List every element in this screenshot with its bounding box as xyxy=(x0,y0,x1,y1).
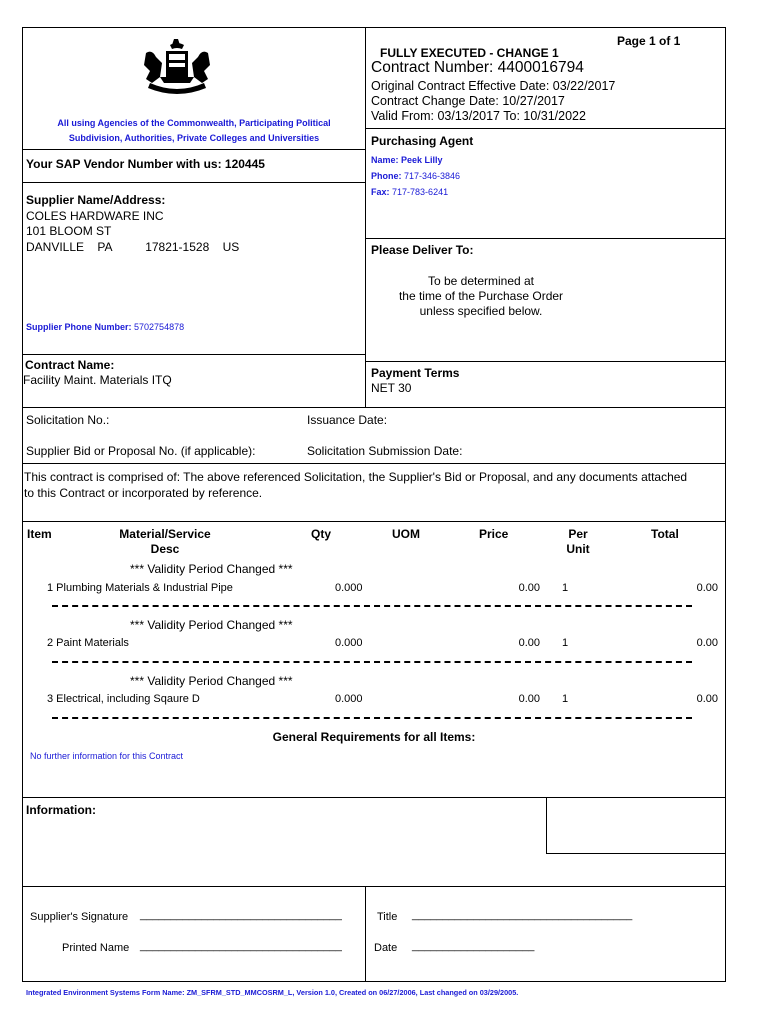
info-divider xyxy=(546,797,547,853)
date-label: Date xyxy=(374,942,398,954)
row-price: 0.00 xyxy=(518,637,540,649)
page-number: Page 1 of 1 xyxy=(617,34,681,48)
rule xyxy=(22,797,726,798)
supplier-name: COLES HARDWARE INC xyxy=(26,208,164,223)
rule xyxy=(365,361,726,362)
row-per: 1 xyxy=(562,693,569,705)
col-item: Item xyxy=(27,527,52,541)
row-total: 0.00 xyxy=(696,693,718,705)
row-desc: 2 Paint Materials xyxy=(47,637,129,649)
col-material-line-2: Desc xyxy=(150,542,180,556)
effective-date: Original Contract Effective Date: 03/22/2017 xyxy=(371,79,616,93)
contract-number: Contract Number: 4400016794 xyxy=(371,59,584,76)
box-top-border xyxy=(22,27,726,28)
supplier-phone-label: Supplier Phone Number: xyxy=(26,322,132,332)
sap-vendor-number: Your SAP Vendor Number with us: 120445 xyxy=(26,157,265,171)
row-per: 1 xyxy=(562,582,569,594)
rule xyxy=(365,238,726,239)
agent-phone-label: Phone: xyxy=(371,171,402,181)
contract-name: Facility Maint. Materials ITQ xyxy=(23,373,172,387)
supplier-zip: 17821-1528 xyxy=(145,239,210,254)
printed-name-label: Printed Name xyxy=(62,942,130,954)
contract-name-label: Contract Name: xyxy=(25,358,115,372)
solicitation-no: Solicitation No.: xyxy=(26,413,110,427)
coat-of-arms-icon xyxy=(140,37,215,97)
deliver-title: Please Deliver To: xyxy=(371,243,474,257)
contract-comprised xyxy=(24,469,687,501)
row-desc: 1 Plumbing Materials & Industrial Pipe xyxy=(47,582,233,594)
title-field[interactable]: ____________________________________ xyxy=(412,909,633,921)
rule xyxy=(22,407,726,408)
deliver-instructions xyxy=(366,274,596,319)
payment-terms-value: NET 30 xyxy=(371,381,412,395)
deliver-line-1: To be determined at xyxy=(427,274,535,288)
row-note: *** Validity Period Changed *** xyxy=(130,618,293,632)
col-uom: UOM xyxy=(392,527,420,541)
rule xyxy=(22,354,365,355)
rule xyxy=(22,149,365,150)
information-title: Information: xyxy=(26,803,96,817)
col-material-line-1: Material/Service xyxy=(119,527,211,541)
row-price: 0.00 xyxy=(518,693,540,705)
row-qty: 0.000 xyxy=(335,582,363,594)
title-label: Title xyxy=(377,911,398,923)
supplier-phone xyxy=(26,322,184,332)
col-per-unit xyxy=(555,527,601,557)
col-per-line-2: Unit xyxy=(566,542,590,556)
date-field[interactable]: ____________________ xyxy=(412,940,535,952)
agencies-note xyxy=(26,116,362,146)
box-bottom-border xyxy=(22,981,726,982)
row-separator xyxy=(52,661,692,663)
supplier-state: PA xyxy=(97,239,112,254)
row-separator xyxy=(52,605,692,607)
agencies-line-1: All using Agencies of the Commonwealth, Participating Political xyxy=(57,118,331,128)
purchasing-agent-details xyxy=(371,152,460,200)
row-total: 0.00 xyxy=(696,582,718,594)
row-total: 0.00 xyxy=(696,637,718,649)
rule xyxy=(22,886,726,887)
row-price: 0.00 xyxy=(518,582,540,594)
row-note: *** Validity Period Changed *** xyxy=(130,562,293,576)
agencies-line-2: Subdivision, Authorities, Private Colleges and Universities xyxy=(68,133,320,143)
comprised-line-1: This contract is comprised of: The above referenced Solicitation, the Supplier's Bid or Proposal, and any documents attached xyxy=(24,470,688,484)
rule xyxy=(546,853,726,854)
comprised-line-2: to this Contract or incorporated by reference. xyxy=(24,486,263,500)
supplier-street: 101 BLOOM ST xyxy=(26,224,112,238)
deliver-line-3: unless specified below. xyxy=(419,304,543,318)
general-requirements-note: No further information for this Contract xyxy=(30,751,184,761)
purchasing-agent-title: Purchasing Agent xyxy=(371,134,474,148)
supplier-title: Supplier Name/Address: xyxy=(26,193,166,207)
row-desc: 3 Electrical, including Sqaure D xyxy=(47,693,200,705)
supplier-signature-field[interactable]: _________________________________ xyxy=(140,909,342,921)
printed-name-field[interactable]: _________________________________ xyxy=(140,940,342,952)
rule xyxy=(22,463,726,464)
row-qty: 0.000 xyxy=(335,637,363,649)
agent-fax: 717-783-6241 xyxy=(392,187,449,197)
supplier-address xyxy=(26,193,239,255)
row-note: *** Validity Period Changed *** xyxy=(130,674,293,688)
col-qty: Qty xyxy=(311,527,332,541)
deliver-line-2: the time of the Purchase Order xyxy=(398,289,564,303)
contract-status: FULLY EXECUTED - CHANGE 1 xyxy=(380,46,559,60)
supplier-country: US xyxy=(222,239,240,254)
supplier-phone-number: 5702754878 xyxy=(134,322,185,332)
row-per: 1 xyxy=(562,637,569,649)
col-price: Price xyxy=(479,527,509,541)
agent-name-label: Name: xyxy=(371,155,399,165)
agent-name: Peek Lilly xyxy=(401,155,443,165)
supplier-signature-label: Supplier's Signature xyxy=(30,911,129,923)
box-right-border xyxy=(725,27,726,982)
valid-period: Valid From: 03/13/2017 To: 10/31/2022 xyxy=(371,109,586,123)
issuance-date: Issuance Date: xyxy=(307,413,388,427)
form-footer: Integrated Environment Systems Form Name: ZM_SFRM_STD_MMCOSRM_L, Version 1.0, Created on 06/27/2006, Last changed on 03/29/2005. xyxy=(26,988,519,997)
row-qty: 0.000 xyxy=(335,693,363,705)
payment-terms-title: Payment Terms xyxy=(371,366,460,380)
payment-terms-block xyxy=(371,366,459,396)
col-total: Total xyxy=(651,527,679,541)
header-divider xyxy=(365,27,366,407)
col-per-line-1: Per xyxy=(568,527,588,541)
contract-name-block xyxy=(23,358,172,388)
col-material xyxy=(100,527,230,557)
box-left-border xyxy=(22,27,23,982)
rule xyxy=(365,128,726,129)
submission-date: Solicitation Submission Date: xyxy=(307,444,463,458)
row-separator xyxy=(52,717,692,719)
general-requirements-title: General Requirements for all Items: xyxy=(272,730,476,744)
rule xyxy=(22,182,365,183)
change-date: Contract Change Date: 10/27/2017 xyxy=(371,94,565,108)
rule xyxy=(22,521,726,522)
supplier-city: DANVILLE xyxy=(26,239,85,254)
signature-divider xyxy=(365,886,366,982)
supplier-bid-no: Supplier Bid or Proposal No. (if applicable): xyxy=(26,444,256,458)
agent-fax-label: Fax: xyxy=(371,187,390,197)
agent-phone: 717-346-3846 xyxy=(404,171,461,181)
